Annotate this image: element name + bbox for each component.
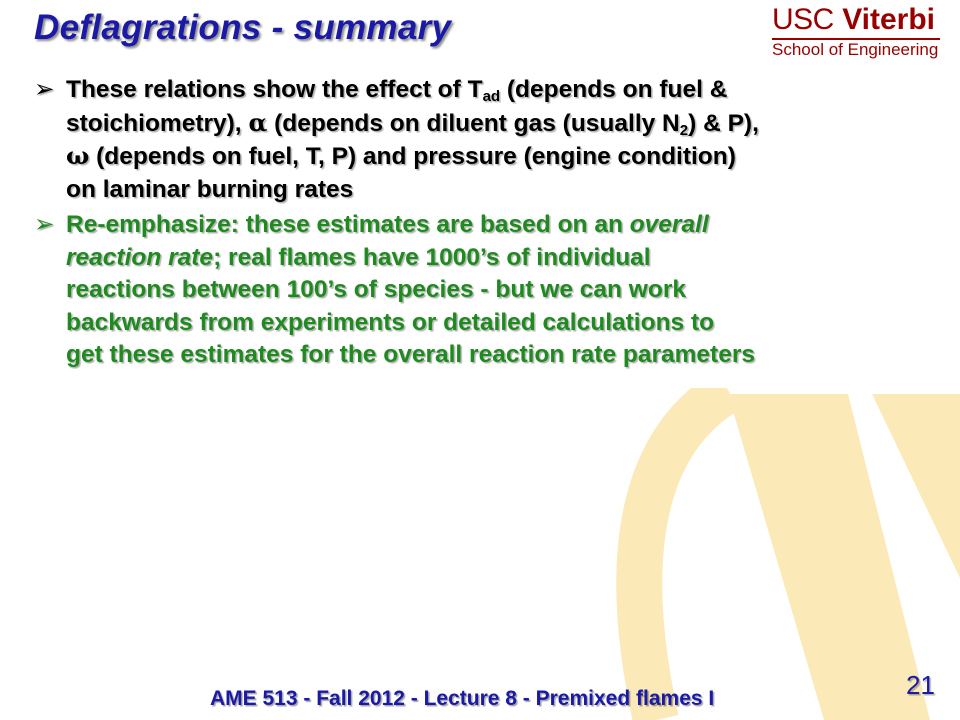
logo-usc-text: USC [772,3,834,36]
slide-footer: AME 513 - Fall 2012 - Lecture 8 - Premixed flames I [210,687,715,710]
omega-symbol: ω [66,141,90,170]
bullet-item [34,209,934,372]
bullet-line: ω (depends on fuel, T, P) and pressure (engine condition) [66,141,736,170]
bullet-line: backwards from experiments or detailed calculations to [66,308,715,336]
logo-viterbi-text: Viterbi [842,3,935,36]
bullet-line: reactions between 100’s of species - but we can work [66,276,686,303]
bullet-line: reaction rate; real flames have 1000’s of individual [66,243,651,271]
slide-title: Deflagrations - summary [34,8,452,47]
bullet-list [34,74,934,372]
usc-viterbi-logo [772,4,942,62]
bullet-line: on laminar burning rates [66,175,354,203]
logo-school-text: School of Engineering [772,40,939,59]
bullet-item [34,74,934,206]
arrow-bullet-icon: ➢ [34,211,55,238]
bullet-line: stoichiometry), α (depends on diluent gas (usually $N_2$) & P), [66,107,759,139]
bullet-line: These relations show the effect of $T_{ad}$ (depends on fuel & [66,76,728,105]
alpha-symbol: α [248,107,268,137]
arrow-bullet-icon: ➢ [34,76,55,103]
bullet-line: get these estimates for the overall reaction rate parameters [66,341,756,368]
bullet-line: Re-emphasize: these estimates are based on an overall [66,211,709,238]
page-number: 21 [906,670,935,700]
